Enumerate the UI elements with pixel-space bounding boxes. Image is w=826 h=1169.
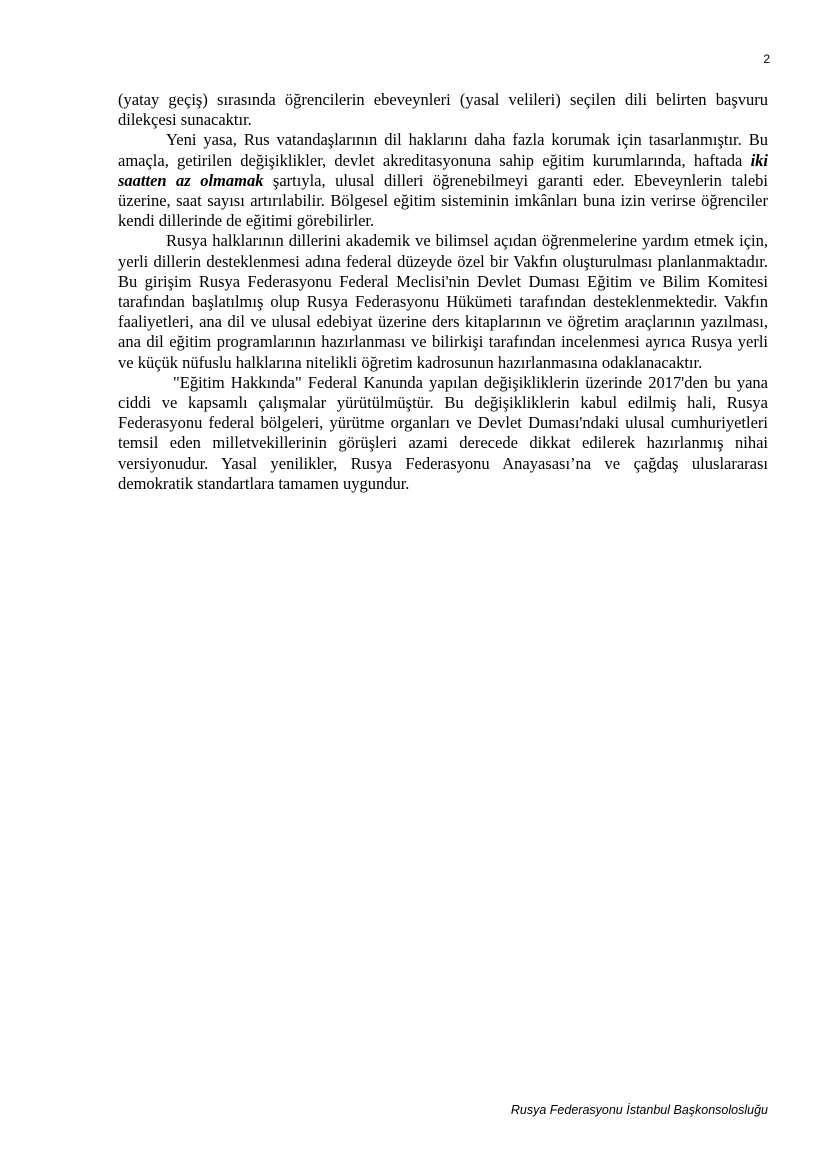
- paragraph-2: [118, 130, 768, 231]
- paragraph-1: (yatay geçiş) sırasında öğrencilerin ebeveynleri (yasal velileri) seçilen dili belirten başvuru dilekçesi sunacaktır.: [118, 90, 768, 130]
- paragraph-2-emphasis: iki saatten az olmamak: [118, 150, 768, 190]
- page-number: 2: [763, 52, 770, 66]
- footer-consulate-name: Rusya Federasyonu İstanbul Başkonsolosluğu: [510, 1103, 768, 1117]
- document-body: [118, 90, 768, 494]
- paragraph-3: Rusya halklarının dillerini akademik ve bilimsel açıdan öğrenmelerine yardım etmek için, yerli dillerin desteklenmesi adına federal düzeyde özel bir Vakfın oluşturulması planlanmaktadır. Bu girişim Rusya Federasyonu Federal Meclisi'nin Devlet Duması Eğitim ve Bilim Komitesi tarafından başlatılmış olup Rusya Federasyonu Hükümeti tarafından desteklenmektedir. Vakfın faaliyetleri, ana dil ve ulusal edebiyat üzerine ders kitaplarının ve öğretim araçlarının yazılması, ana dil eğitim programlarının hazırlanması ve bilirkişi tarafından incelenmesi ayrıca Rusya yerli ve küçük nüfuslu halklarına nitelikli öğretim kadrosunun hazırlanmasına odaklanacaktır.: [118, 231, 768, 372]
- paragraph-4: "Eğitim Hakkında" Federal Kanunda yapılan değişikliklerin üzerinde 2017'den bu yana ciddi ve kapsamlı çalışmalar yürütülmüştür. Bu değişikliklerin kabul edilmiş hali, Rusya Federasyonu federal bölgeleri, yürütme organları ve Devlet Duması'ndaki ulusal cumhuriyetleri temsil eden milletvekillerinin görüşleri azami derecede dikkat edilerek hazırlanmış nihai versiyonudur. Yasal yenilikler, Rusya Federasyonu Anayasası’na ve çağdaş uluslararası demokratik standartlara tamamen uygundur.: [118, 372, 768, 493]
- paragraph-2-text-start: Yeni yasa, Rus vatandaşlarının dil haklarını daha fazla korumak için tasarlanmıştır. Bu amaçla, getirilen değişiklikler, devlet akreditasyonuna sahip eğitim kurumlarında, haftada: [118, 130, 768, 170]
- paragraph-2-text-end: şartıyla, ulusal dilleri öğrenebilmeyi garanti eder. Ebeveynlerin talebi üzerine, saat sayısı artırılabilir. Bölgesel eğitim sisteminin imkânları buna izin verirse öğrenciler kendi dillerinde de eğitimi görebilirler.: [118, 170, 769, 231]
